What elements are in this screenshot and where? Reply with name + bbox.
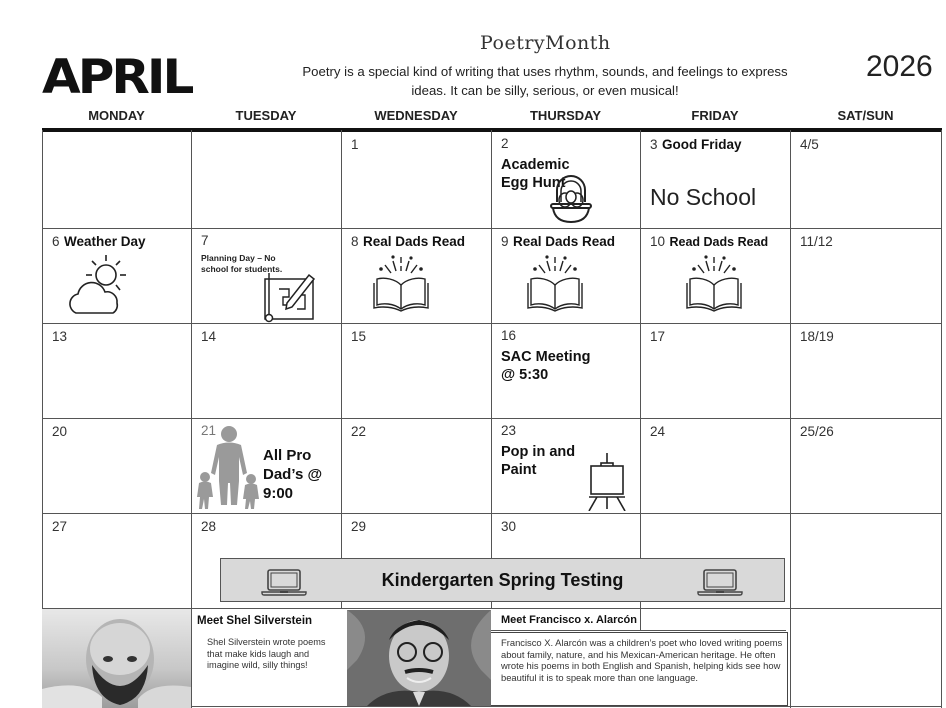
- day-number: 2: [501, 136, 509, 151]
- day-cell[interactable]: [640, 324, 790, 418]
- day-number: 13: [52, 329, 68, 344]
- day-cell[interactable]: [640, 132, 790, 228]
- day-number: 6: [52, 234, 60, 249]
- day-cell[interactable]: [491, 419, 640, 513]
- open-book-icon: [371, 253, 431, 313]
- event-label: Read Dads Read: [669, 235, 769, 249]
- event-label: Planning Day – No school for students.: [201, 253, 283, 274]
- weekday-tuesday: TUESDAY: [235, 108, 297, 123]
- day-cell[interactable]: [341, 419, 491, 513]
- event-label: Academic Egg Hunt: [501, 157, 570, 191]
- banner-text: Kindergarten Spring Testing: [381, 570, 624, 590]
- weekday-wednesday: WEDNESDAY: [374, 108, 458, 123]
- shel-silverstein-photo: [42, 609, 191, 708]
- egg-basket-icon: [549, 172, 593, 224]
- day-cell[interactable]: [491, 324, 640, 418]
- day-cell[interactable]: [341, 229, 491, 323]
- day-number: 22: [351, 424, 367, 439]
- theme-title: PoetryMonth: [480, 32, 611, 54]
- day-cell[interactable]: [341, 324, 491, 418]
- day-cell[interactable]: [42, 229, 191, 323]
- event-label: Weather Day: [63, 234, 146, 249]
- day-number: 7: [201, 233, 209, 248]
- no-school-note: No School: [650, 184, 757, 210]
- weekday-monday: MONDAY: [88, 108, 145, 123]
- day-number: 9: [501, 234, 509, 249]
- day-number: 27: [52, 519, 68, 534]
- weekday-friday: FRIDAY: [691, 108, 739, 123]
- day-cell[interactable]: [790, 419, 941, 513]
- day-number: 3: [650, 137, 658, 152]
- easel-icon: [587, 451, 629, 511]
- kindergarten-testing-banner: [220, 558, 785, 602]
- poet-name: Meet Francisco x. Alarcón: [501, 614, 637, 626]
- poet-name: Meet Shel Silverstein: [197, 615, 313, 627]
- day-cell[interactable]: [491, 229, 640, 323]
- day-number: 18/19: [800, 329, 834, 344]
- event-label: SAC Meeting @ 5:30: [501, 349, 591, 383]
- weekday-weekend: SAT/SUN: [837, 108, 894, 123]
- day-cell[interactable]: [640, 229, 790, 323]
- day-cell[interactable]: [42, 419, 191, 513]
- poet-bio-card: [491, 632, 788, 706]
- weekday-thursday: THURSDAY: [529, 108, 602, 123]
- day-number: 25/26: [800, 424, 834, 439]
- day-cell[interactable]: [491, 132, 640, 228]
- francisco-alarcon-photo: [347, 610, 491, 706]
- day-cell[interactable]: [42, 324, 191, 418]
- day-cell[interactable]: [191, 324, 341, 418]
- day-cell[interactable]: [790, 324, 941, 418]
- day-number: 21: [201, 423, 217, 438]
- day-number: 4/5: [800, 137, 819, 152]
- year-label: 2026: [866, 50, 933, 83]
- poet-bio: Francisco X. Alarcón was a children’s poet who loved writing poems about family, nature, and his Mexican-American heritage. He often wrote his poems in both English and Spanish, helping kids see how beautiful it is to speak more than one language.: [501, 637, 783, 683]
- event-label: Good Friday: [661, 137, 742, 152]
- laptop-icon: [697, 568, 743, 596]
- theme-description: Poetry is a special kind of writing that uses rhythm, sounds, and feelings to express ideas. It can be silly, serious, or even musical!: [302, 64, 788, 98]
- day-number: 10: [650, 234, 666, 249]
- day-cell[interactable]: [191, 419, 341, 513]
- poet-bio-card: [191, 609, 341, 706]
- month-title: APRIL: [42, 49, 192, 105]
- event-label: Real Dads Read: [362, 234, 466, 249]
- day-cell[interactable]: [790, 132, 941, 228]
- day-number: 14: [201, 329, 217, 344]
- day-cell[interactable]: [42, 514, 191, 608]
- open-book-icon: [684, 253, 744, 313]
- day-number: 15: [351, 329, 367, 344]
- day-cell[interactable]: [790, 229, 941, 323]
- day-number: 11/12: [800, 234, 833, 249]
- blueprint-pencil-icon: [261, 267, 319, 323]
- column-divider: [941, 130, 942, 708]
- day-number: 1: [351, 137, 359, 152]
- open-book-icon: [525, 253, 585, 313]
- day-number: 17: [650, 329, 666, 344]
- day-number: 23: [501, 423, 517, 438]
- event-label: Pop in and Paint: [501, 444, 576, 478]
- sun-cloud-icon: [64, 251, 134, 317]
- day-number: 8: [351, 234, 359, 249]
- poet-title-bar: [491, 609, 786, 631]
- event-label: Real Dads Read: [512, 234, 616, 249]
- day-number: 16: [501, 328, 517, 343]
- day-number: 24: [650, 424, 666, 439]
- day-number: 29: [351, 519, 367, 534]
- day-cell[interactable]: [191, 229, 341, 323]
- day-number: 28: [201, 519, 217, 534]
- day-cell[interactable]: [341, 132, 491, 228]
- event-label: All Pro Dad’s @ 9:00: [263, 447, 323, 502]
- poet-bio: Shel Silverstein wrote poems that make kids laugh and imagine wild, silly things!: [207, 637, 326, 670]
- day-cell[interactable]: [640, 419, 790, 513]
- day-number: 20: [52, 424, 68, 439]
- day-number: 30: [501, 519, 517, 534]
